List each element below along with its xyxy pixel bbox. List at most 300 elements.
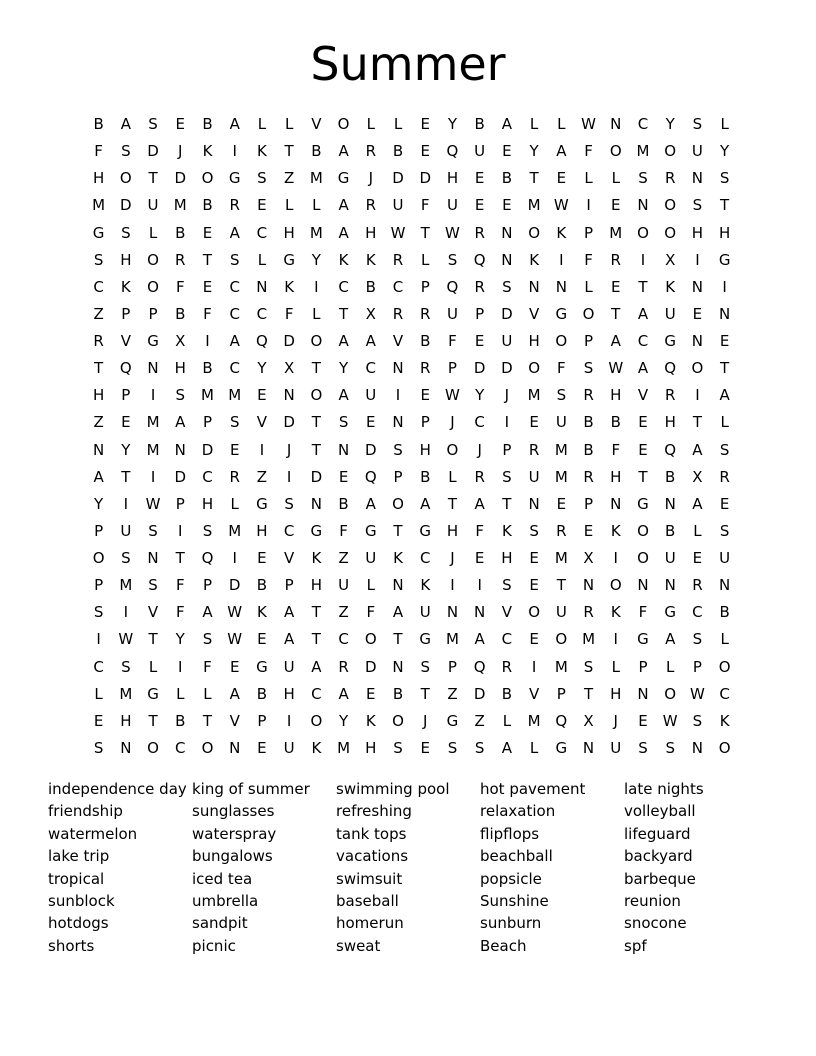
- grid-letter: G: [256, 657, 268, 676]
- grid-letter: C: [93, 657, 104, 676]
- grid-letter: I: [395, 386, 401, 405]
- grid-letter: H: [120, 711, 132, 730]
- grid-letter: Y: [121, 440, 131, 459]
- grid-letter: Z: [447, 684, 458, 703]
- grid-letter: K: [501, 521, 512, 540]
- grid-row: [85, 409, 738, 436]
- grid-letter: C: [501, 630, 513, 649]
- grid-letter: M: [309, 169, 323, 188]
- grid-letter: A: [365, 332, 376, 351]
- grid-letter: G: [446, 711, 459, 730]
- word-list: [48, 778, 768, 957]
- grid-letter: K: [556, 223, 567, 242]
- grid-letter: G: [555, 738, 568, 757]
- grid-letter: K: [338, 250, 349, 269]
- grid-letter: N: [310, 494, 322, 513]
- grid-letter: T: [420, 684, 430, 703]
- grid-letter: Y: [338, 359, 349, 378]
- grid-letter: L: [611, 657, 620, 676]
- grid-letter: M: [527, 711, 541, 730]
- grid-letter: D: [365, 440, 377, 459]
- grid-letter: S: [447, 250, 458, 269]
- grid-letter: P: [447, 359, 457, 378]
- grid-letter: R: [365, 142, 377, 161]
- grid-letter: L: [148, 657, 158, 676]
- grid-letter: H: [691, 223, 704, 242]
- grid-letter: N: [501, 223, 513, 242]
- grid-letter: S: [202, 630, 213, 649]
- grid-letter: D: [201, 440, 214, 459]
- grid-letter: D: [310, 467, 323, 486]
- grid-letter: P: [447, 657, 457, 676]
- grid-row: [85, 599, 738, 626]
- grid-letter: E: [420, 386, 430, 405]
- grid-letter: W: [227, 630, 243, 649]
- grid-letter: D: [419, 169, 432, 188]
- grid-letter: O: [92, 549, 105, 568]
- grid-letter: Z: [284, 169, 295, 188]
- grid-letter: A: [474, 494, 485, 513]
- grid-row: [85, 437, 738, 464]
- grid-letter: P: [475, 304, 485, 323]
- grid-row: [85, 491, 738, 518]
- grid-letter: L: [176, 684, 185, 703]
- grid-letter: T: [638, 277, 648, 296]
- grid-letter: E: [202, 223, 213, 242]
- grid-letter: M: [527, 196, 541, 215]
- grid-letter: M: [228, 386, 242, 405]
- grid-letter: B: [202, 196, 213, 215]
- grid-letter: I: [504, 413, 510, 432]
- grid-letter: F: [203, 657, 212, 676]
- grid-letter: B: [583, 413, 594, 432]
- grid-letter: I: [286, 467, 292, 486]
- grid-letter: I: [640, 250, 646, 269]
- grid-letter: U: [283, 738, 295, 757]
- grid-letter: B: [256, 684, 268, 703]
- grid-letter: Q: [446, 277, 459, 296]
- grid-letter: E: [229, 657, 240, 676]
- grid-letter: K: [202, 142, 213, 161]
- grid-letter: P: [257, 711, 267, 730]
- grid-letter: N: [392, 657, 404, 676]
- grid-letter: A: [392, 603, 404, 622]
- grid-letter: C: [256, 304, 268, 323]
- grid-letter: J: [477, 440, 482, 459]
- grid-letter: B: [501, 684, 513, 703]
- grid-letter: I: [586, 196, 591, 215]
- grid-letter: M: [119, 684, 133, 703]
- grid-letter: X: [175, 332, 186, 351]
- grid-letter: S: [148, 576, 158, 595]
- grid-letter: V: [528, 684, 540, 703]
- grid-letter: H: [256, 521, 268, 540]
- word-list-item: Beach: [480, 936, 527, 955]
- grid-letter: E: [719, 332, 730, 351]
- grid-row: [85, 138, 738, 165]
- grid-letter: A: [338, 332, 349, 351]
- grid-letter: T: [311, 359, 321, 378]
- grid-letter: I: [559, 250, 564, 269]
- grid-letter: B: [175, 223, 186, 242]
- grid-letter: G: [419, 521, 432, 540]
- grid-letter: D: [174, 467, 187, 486]
- grid-letter: O: [718, 738, 731, 757]
- grid-letter: N: [283, 386, 295, 405]
- grid-letter: B: [392, 142, 404, 161]
- grid-letter: H: [528, 332, 540, 351]
- grid-letter: N: [637, 196, 649, 215]
- grid-letter: D: [283, 332, 295, 351]
- grid-letter: F: [175, 603, 185, 622]
- word-list-item: hotdogs: [48, 914, 109, 933]
- grid-letter: O: [119, 169, 132, 188]
- grid-letter: N: [528, 277, 540, 296]
- grid-letter: D: [283, 413, 295, 432]
- grid-letter: I: [613, 549, 618, 568]
- grid-letter: S: [93, 250, 104, 269]
- grid-letter: P: [584, 332, 594, 351]
- grid-letter: U: [719, 549, 731, 568]
- grid-letter: I: [477, 576, 482, 595]
- grid-letter: E: [229, 440, 240, 459]
- grid-row: [85, 192, 738, 219]
- grid-row: [85, 654, 738, 681]
- grid-letter: L: [448, 467, 457, 486]
- grid-letter: I: [123, 494, 129, 513]
- grid-letter: C: [256, 223, 268, 242]
- grid-letter: B: [93, 115, 104, 134]
- grid-letter: E: [420, 115, 430, 134]
- grid-letter: K: [311, 738, 322, 757]
- grid-letter: R: [474, 223, 485, 242]
- grid-letter: I: [286, 711, 292, 730]
- word-list-item: lifeguard: [624, 824, 691, 843]
- grid-letter: L: [421, 250, 430, 269]
- grid-letter: P: [121, 386, 131, 405]
- grid-letter: W: [118, 630, 134, 649]
- grid-letter: C: [175, 738, 186, 757]
- grid-letter: U: [338, 576, 350, 595]
- grid-letter: M: [554, 467, 568, 486]
- grid-letter: H: [201, 494, 214, 513]
- grid-letter: S: [93, 738, 104, 757]
- grid-letter: O: [691, 359, 704, 378]
- grid-letter: G: [228, 169, 241, 188]
- grid-letter: I: [150, 467, 156, 486]
- grid-letter: Q: [664, 359, 677, 378]
- grid-letter: Y: [720, 142, 730, 161]
- grid-letter: D: [501, 304, 513, 323]
- grid-letter: B: [665, 521, 676, 540]
- grid-letter: S: [502, 277, 512, 296]
- grid-letter: R: [229, 196, 240, 215]
- grid-letter: O: [201, 169, 214, 188]
- grid-letter: D: [120, 196, 132, 215]
- grid-letter: G: [664, 332, 677, 351]
- grid-letter: M: [636, 142, 650, 161]
- grid-letter: F: [611, 440, 621, 459]
- grid-letter: Y: [665, 115, 675, 134]
- grid-letter: N: [664, 576, 676, 595]
- grid-letter: S: [447, 738, 458, 757]
- grid-letter: H: [92, 386, 105, 405]
- word-list-item: bungalows: [192, 847, 273, 866]
- grid-letter: C: [637, 115, 649, 134]
- grid-letter: S: [719, 521, 730, 540]
- grid-letter: O: [555, 630, 568, 649]
- grid-letter: T: [202, 250, 213, 269]
- grid-letter: N: [637, 684, 649, 703]
- grid-letter: P: [393, 467, 403, 486]
- grid-letter: L: [312, 304, 321, 323]
- word-list-item: sunglasses: [192, 802, 275, 821]
- grid-letter: O: [310, 332, 323, 351]
- grid-letter: C: [283, 521, 295, 540]
- grid-letter: S: [284, 494, 294, 513]
- grid-letter: Q: [201, 549, 214, 568]
- grid-letter: V: [284, 549, 295, 568]
- grid-letter: P: [175, 494, 185, 513]
- grid-letter: C: [93, 277, 104, 296]
- grid-letter: I: [695, 386, 700, 405]
- grid-letter: B: [719, 603, 730, 622]
- word-list-item: sandpit: [192, 914, 248, 933]
- grid-letter: Q: [364, 467, 377, 486]
- grid-letter: L: [366, 576, 375, 595]
- grid-letter: W: [553, 196, 569, 215]
- word-list-item: barbeque: [624, 869, 696, 888]
- word-list-item: spf: [624, 936, 647, 955]
- grid-letter: U: [528, 467, 540, 486]
- grid-letter: L: [720, 413, 729, 432]
- grid-letter: O: [310, 711, 323, 730]
- grid-letter: S: [502, 576, 512, 595]
- grid-letter: T: [121, 467, 131, 486]
- word-list-item: sunburn: [480, 914, 542, 933]
- grid-letter: C: [202, 467, 213, 486]
- grid-letter: R: [229, 467, 240, 486]
- grid-letter: G: [256, 494, 268, 513]
- grid-letter: T: [420, 223, 430, 242]
- grid-letter: N: [229, 738, 241, 757]
- grid-letter: V: [229, 711, 240, 730]
- grid-letter: H: [446, 521, 459, 540]
- grid-letter: C: [719, 684, 730, 703]
- grid-letter: S: [229, 250, 240, 269]
- grid-letter: S: [665, 738, 675, 757]
- grid-letter: E: [175, 115, 185, 134]
- word-list-item: baseball: [336, 891, 399, 910]
- grid-letter: S: [148, 521, 158, 540]
- grid-letter: K: [257, 142, 267, 161]
- grid-letter: T: [393, 630, 403, 649]
- grid-letter: A: [665, 630, 676, 649]
- grid-letter: E: [529, 576, 539, 595]
- grid-letter: I: [178, 657, 183, 676]
- grid-letter: H: [610, 467, 622, 486]
- grid-letter: A: [284, 603, 295, 622]
- grid-letter: C: [229, 304, 240, 323]
- grid-letter: F: [475, 521, 484, 540]
- grid-letter: M: [146, 440, 160, 459]
- grid-letter: N: [719, 304, 731, 323]
- grid-letter: P: [202, 413, 212, 432]
- grid-letter: R: [556, 521, 567, 540]
- grid-letter: W: [227, 603, 243, 622]
- grid-letter: U: [555, 603, 567, 622]
- grid-letter: O: [555, 332, 568, 351]
- grid-letter: B: [256, 576, 268, 595]
- grid-letter: F: [420, 196, 430, 215]
- grid-letter: X: [583, 711, 594, 730]
- grid-letter: G: [147, 684, 159, 703]
- grid-letter: J: [423, 711, 428, 730]
- grid-letter: O: [637, 521, 649, 540]
- grid-letter: S: [393, 738, 403, 757]
- grid-letter: L: [584, 277, 593, 296]
- grid-letter: U: [365, 549, 377, 568]
- grid-letter: T: [148, 711, 158, 730]
- grid-letter: L: [611, 169, 620, 188]
- grid-letter: P: [584, 223, 594, 242]
- grid-letter: A: [692, 440, 703, 459]
- grid-letter: A: [338, 386, 349, 405]
- grid-letter: T: [447, 494, 458, 513]
- grid-letter: D: [228, 576, 241, 595]
- grid-letter: O: [528, 223, 541, 242]
- grid-letter: E: [474, 549, 485, 568]
- grid-letter: O: [609, 142, 622, 161]
- grid-letter: S: [583, 359, 594, 378]
- grid-letter: H: [92, 169, 105, 188]
- grid-letter: P: [692, 657, 702, 676]
- grid-letter: T: [583, 684, 594, 703]
- word-list-item: swimming pool: [336, 780, 450, 798]
- grid-letter: Z: [93, 413, 104, 432]
- word-list-item: sweat: [336, 936, 381, 955]
- grid-letter: V: [637, 386, 649, 405]
- grid-letter: P: [420, 413, 430, 432]
- word-list-item: beachball: [480, 847, 553, 866]
- grid-letter: O: [637, 549, 649, 568]
- grid-row: [85, 301, 738, 328]
- grid-letter: R: [610, 250, 621, 269]
- grid-letter: A: [229, 684, 240, 703]
- grid-letter: S: [502, 467, 512, 486]
- grid-letter: S: [692, 711, 703, 730]
- grid-letter: R: [420, 359, 431, 378]
- grid-letter: T: [311, 413, 321, 432]
- grid-letter: G: [664, 603, 677, 622]
- grid-letter: E: [420, 738, 430, 757]
- grid-letter: R: [583, 386, 594, 405]
- grid-letter: A: [719, 386, 730, 405]
- grid-letter: A: [610, 332, 621, 351]
- grid-letter: I: [123, 603, 129, 622]
- word-list-item: waterspray: [192, 824, 277, 843]
- grid-letter: E: [692, 304, 703, 323]
- grid-row: [85, 626, 738, 653]
- grid-row: [85, 518, 738, 545]
- grid-letter: S: [121, 142, 131, 161]
- grid-letter: N: [392, 576, 404, 595]
- grid-letter: Y: [475, 386, 485, 405]
- word-list-item: sunblock: [48, 891, 115, 910]
- grid-letter: H: [419, 440, 431, 459]
- grid-letter: I: [232, 549, 237, 568]
- grid-letter: C: [338, 277, 349, 296]
- grid-letter: O: [637, 223, 649, 242]
- grid-letter: X: [583, 549, 594, 568]
- grid-letter: L: [393, 115, 403, 134]
- grid-letter: J: [368, 169, 374, 188]
- grid-letter: A: [120, 115, 131, 134]
- grid-letter: O: [664, 142, 677, 161]
- grid-letter: N: [147, 359, 159, 378]
- grid-letter: E: [474, 332, 485, 351]
- grid-letter: F: [94, 142, 103, 161]
- grid-letter: S: [719, 169, 730, 188]
- grid-letter: R: [392, 304, 404, 323]
- grid-letter: A: [338, 223, 349, 242]
- word-list-item: independence day: [48, 780, 187, 798]
- grid-letter: U: [147, 196, 159, 215]
- grid-letter: K: [610, 603, 621, 622]
- grid-letter: T: [529, 169, 539, 188]
- grid-letter: M: [554, 440, 568, 459]
- word-list-item: tank tops: [336, 824, 407, 843]
- grid-letter: O: [147, 277, 159, 296]
- grid-letter: B: [175, 711, 186, 730]
- grid-letter: C: [338, 630, 349, 649]
- word-list-item: watermelon: [48, 824, 138, 843]
- grid-row: [85, 545, 738, 572]
- grid-letter: M: [609, 223, 623, 242]
- grid-letter: A: [202, 603, 213, 622]
- grid-letter: P: [148, 304, 158, 323]
- grid-letter: T: [311, 630, 321, 649]
- grid-letter: E: [529, 549, 539, 568]
- grid-letter: L: [257, 250, 267, 269]
- grid-letter: B: [365, 277, 376, 296]
- grid-letter: E: [257, 549, 267, 568]
- grid-letter: Z: [256, 467, 268, 486]
- grid-letter: N: [582, 576, 595, 595]
- grid-letter: N: [392, 413, 404, 432]
- grid-letter: E: [529, 630, 539, 649]
- grid-row: [85, 111, 738, 138]
- grid-letter: I: [531, 657, 537, 676]
- grid-letter: N: [174, 440, 186, 459]
- grid-letter: I: [722, 277, 727, 296]
- word-list-item: refreshing: [336, 802, 412, 821]
- grid-letter: L: [366, 115, 375, 134]
- grid-letter: L: [502, 711, 512, 730]
- grid-letter: Z: [93, 304, 104, 323]
- grid-letter: N: [719, 576, 731, 595]
- grid-letter: O: [718, 657, 731, 676]
- grid-letter: Z: [338, 603, 349, 622]
- grid-letter: V: [147, 603, 159, 622]
- grid-letter: T: [311, 440, 321, 459]
- grid-letter: P: [556, 684, 566, 703]
- word-list-item: popsicle: [480, 869, 542, 888]
- grid-letter: V: [392, 332, 404, 351]
- grid-letter: Y: [94, 494, 104, 513]
- grid-letter: N: [582, 738, 595, 757]
- grid-letter: L: [720, 115, 729, 134]
